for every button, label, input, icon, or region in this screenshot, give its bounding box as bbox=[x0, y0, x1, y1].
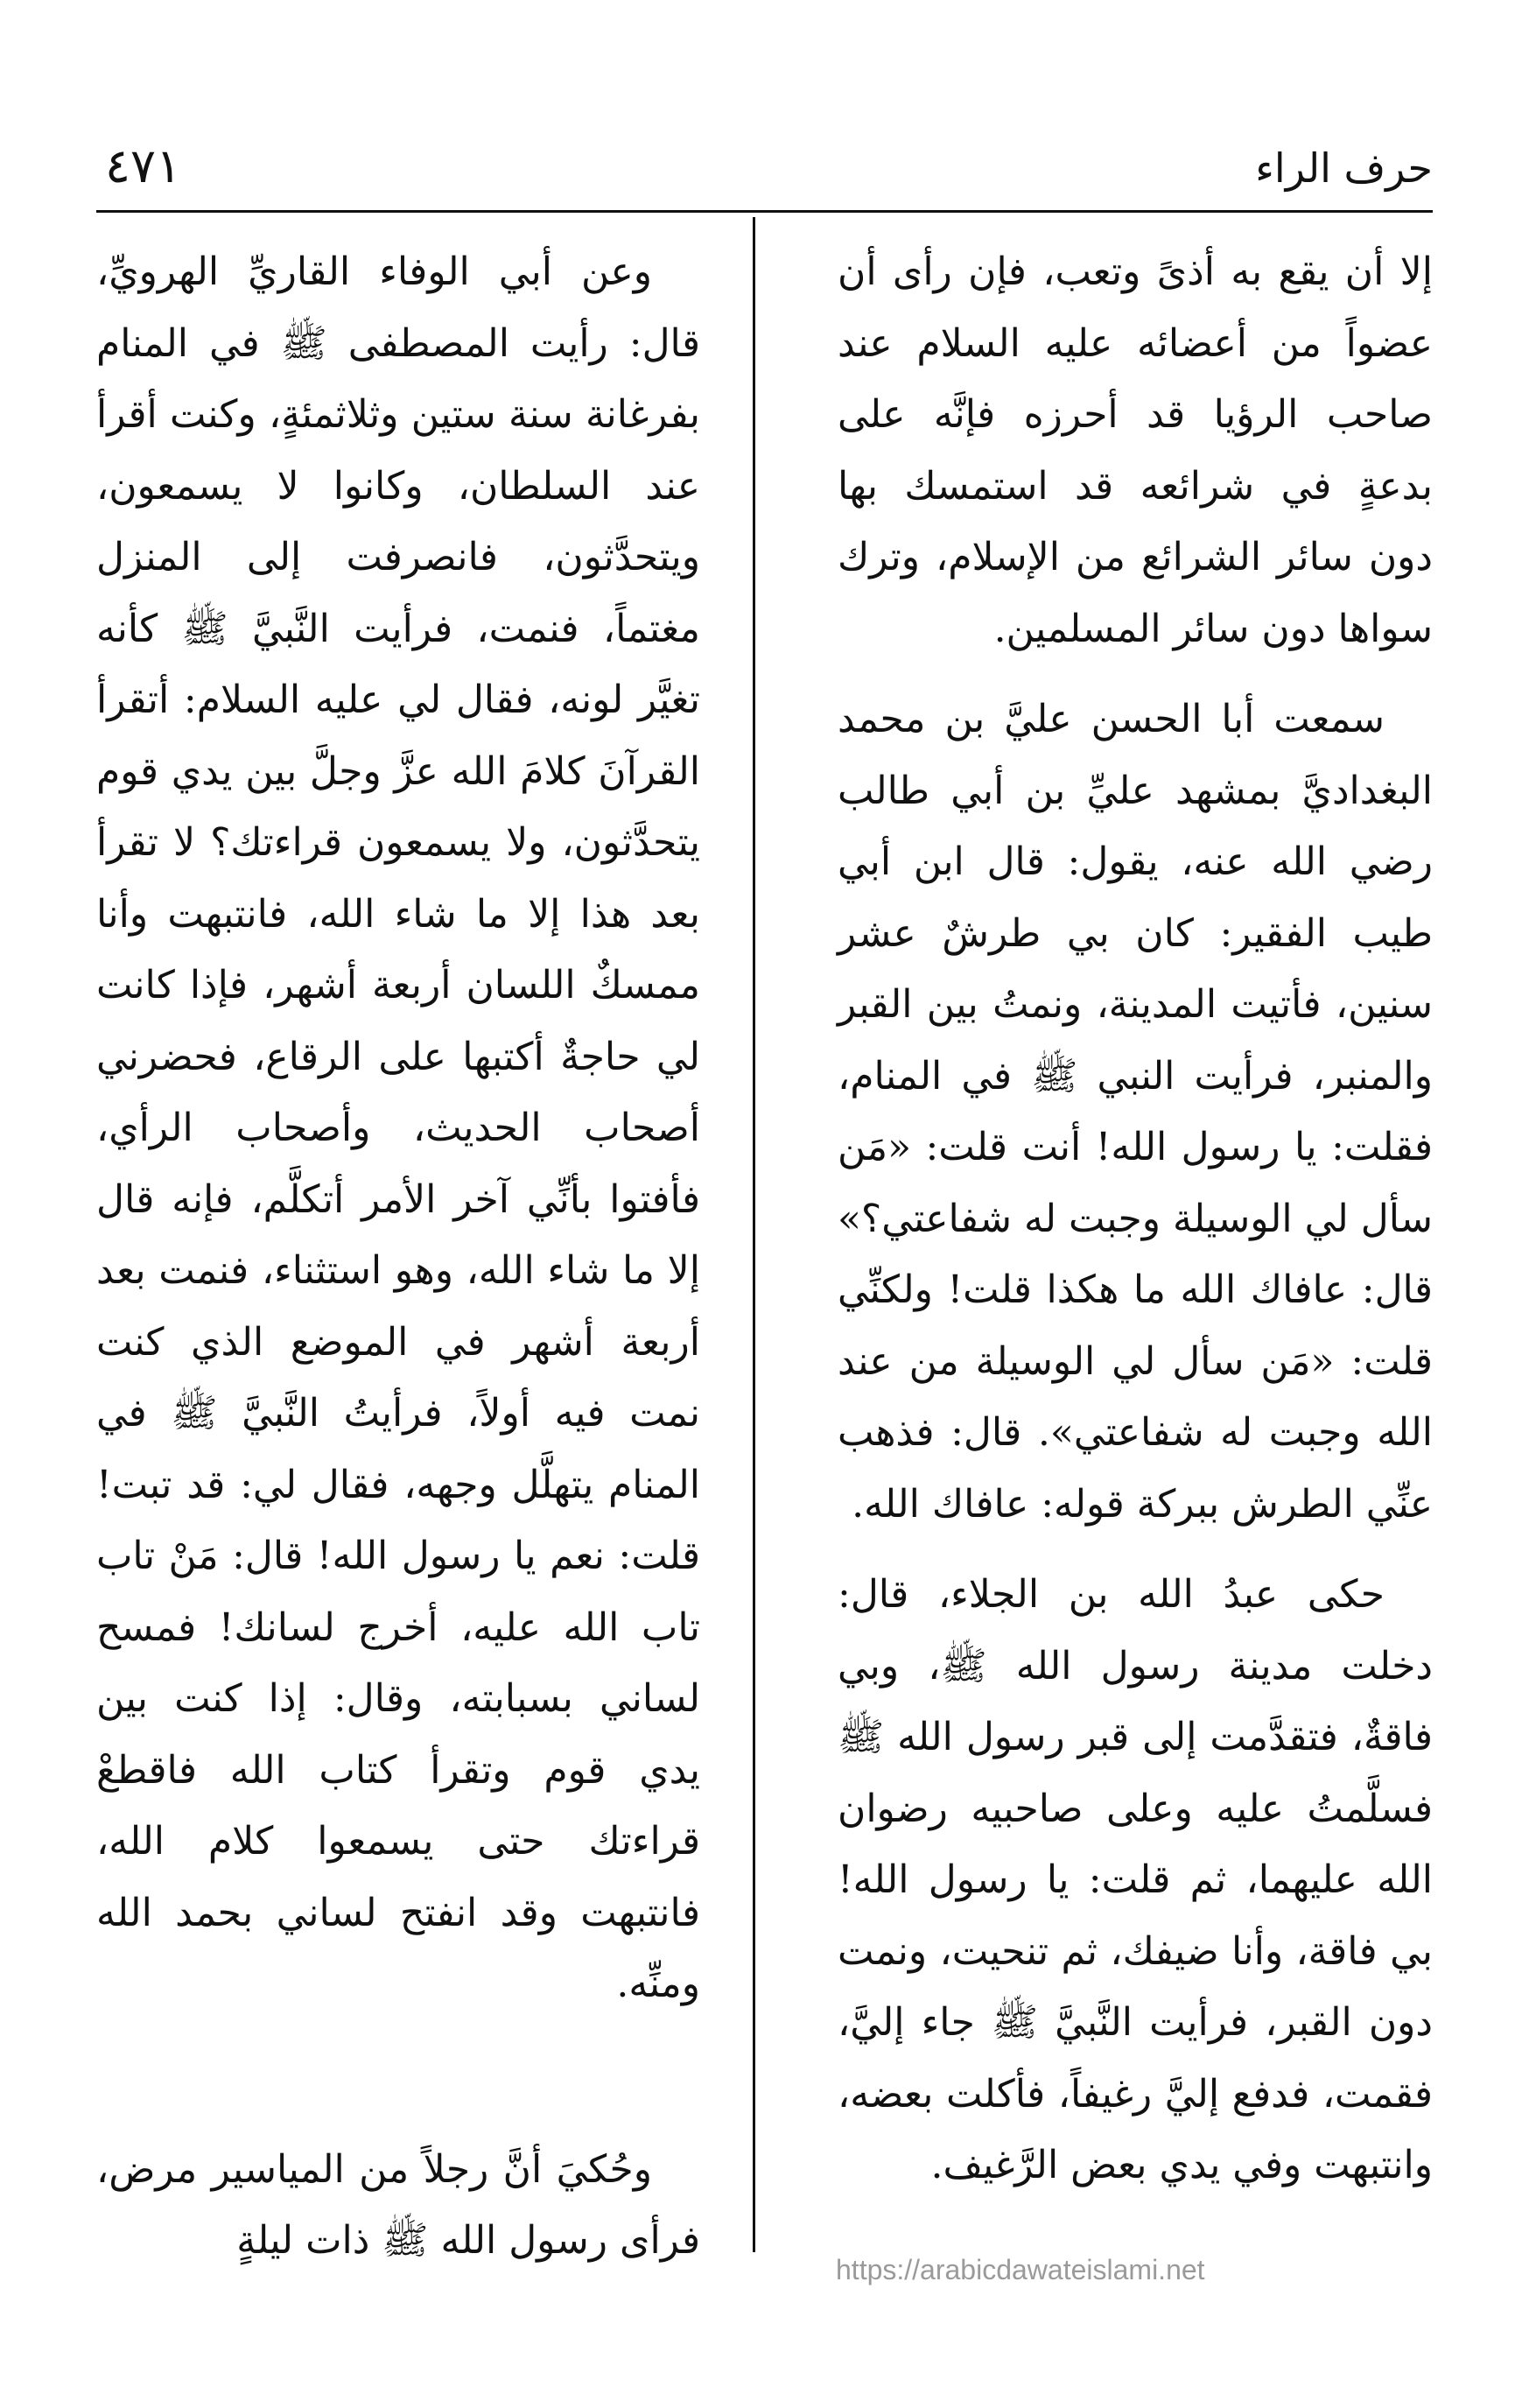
right-column bbox=[838, 236, 1433, 2221]
paragraph: إلا أن يقع به أذىً وتعب، فإن رأى أن عضواً من أعضائه عليه السلام عند صاحب الرؤيا قد أحرزه فإنَّه على بدعةٍ في شرائعه قد استمسك بها دون سائر الشرائع من الإسلام، وترك سواها دون سائر المسلمين. bbox=[838, 249, 1433, 651]
paragraph: حكى عبدُ الله بن الجلاء، قال: دخلت مدينة رسول الله ﷺ، وبي فاقةٌ، فتقدَّمت إلى قبر رسول الله ﷺ فسلَّمتُ عليه وعلى صاحبيه رضوان الله عليهما، ثم قلت: يا رسول الله! بي فاقة، وأنا ضيفك، ثم تنحيت، ونمت دون القبر، فرأيت النَّبيَّ ﷺ جاء إليَّ، فقمت، فدفع إليَّ رغيفاً، فأكلت بعضه، وانتبهت وفي يدي بعض الرَّغيف. bbox=[838, 1572, 1433, 2187]
left-column bbox=[96, 236, 700, 2296]
header-rule bbox=[96, 210, 1433, 213]
running-title: حرف الراء bbox=[1255, 144, 1433, 192]
paragraph: وحُكيَ أنَّ رجلاً من المياسير مرض، فرأى رسول الله ﷺ ذات ليلةٍ bbox=[96, 2146, 700, 2263]
paragraph: وعن أبي الوفاء القاريِّ الهرويِّ، قال: رأيت المصطفى ﷺ في المنام بفرغانة سنة ستين وثلاثمئةٍ، وكنت أقرأ عند السلطان، وكانوا لا يسمعون، ويتحدَّثون، فانصرفت إلى المنزل مغتماً، فنمت، فرأيت النَّبيَّ ﷺ كأنه تغيَّر لونه، فقال لي عليه السلام: أتقرأ القرآنَ كلامَ الله عزَّ وجلَّ بين يدي قوم يتحدَّثون، ولا يسمعون قراءتك؟ لا تقرأ بعد هذا إلا ما شاء الله، فانتبهت وأنا ممسكٌ اللسان أربعة أشهر، فإذا كانت لي حاجةٌ أكتبها على الرقاع، فحضرني أصحاب الحديث، وأصحاب الرأي، فأفتوا بأنِّي آخر الأمر أتكلَّم، فإنه قال إلا ما شاء الله، وهو استثناء، فنمت بعد أربعة أشهر في الموضع الذي كنت نمت فيه أولاً، فرأيتُ النَّبيَّ ﷺ في المنام يتهلَّل وجهه، فقال لي: قد تبت! قلت: نعم يا رسول الله! قال: مَنْ تاب تاب الله عليه، أخرج لسانك! فمسح لساني بسبابته، وقال: إذا كنت بين يدي قوم وتقرأ كتاب الله فاقطعْ قراءتك حتى يسمعوا كلام الله، فانتبهت وقد انفتح لساني بحمد الله ومنِّه. bbox=[96, 249, 701, 2006]
paragraph: سمعت أبا الحسن عليَّ بن محمد البغداديَّ بمشهد عليِّ بن أبي طالب رضي الله عنه، يقول: قال ابن أبي طيب الفقير: كان بي طرشٌ عشر سنين، فأتيت المدينة، ونمتُ بين القبر والمنبر، فرأيت النبي ﷺ في المنام، فقلت: يا رسول الله! أنت قلت: «مَن سأل لي الوسيلة وجبت له شفاعتي؟» قال: عافاك الله ما هكذا قلت! ولكنِّي قلت: «مَن سأل لي الوسيلة من عند الله وجبت له شفاعتي». قال: فذهب عنِّي الطرش ببركة قوله: عافاك الله. bbox=[838, 697, 1433, 1527]
page-header bbox=[88, 131, 1433, 214]
page-number: ٤٧١ bbox=[105, 138, 182, 193]
column-divider bbox=[753, 217, 755, 2252]
watermark-url: https://arabicdawateislami.net bbox=[836, 2254, 1205, 2285]
